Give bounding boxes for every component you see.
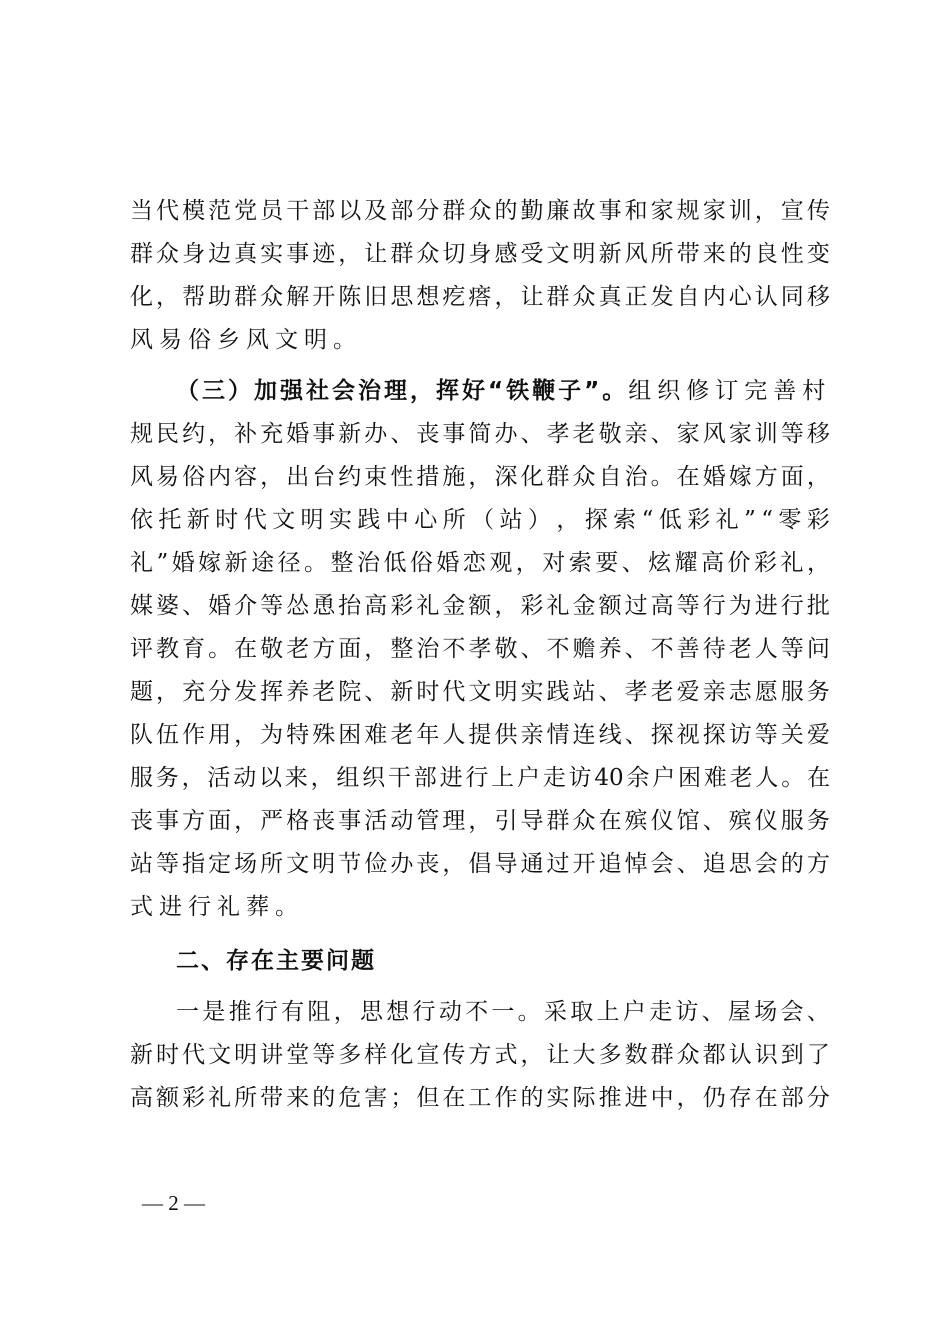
text-line: 站 等 指 定 场 所 文 明 节 俭 办 丧 ， 倡 导 通 过 开 追 悼 会 、 追 思 会 的 方 — [130, 851, 830, 877]
subheading-three: （三）加强社会治理，挥好“铁鞭子”。 — [176, 378, 629, 404]
text-run: 组织修订完善村 — [628, 378, 832, 404]
text-line: 评 教 育 。 在 敬 老 方 面 ， 整 治 不 孝 敬 、 不 赡 养 、 不 善 待 老 人 等 问 — [130, 636, 830, 662]
text-line: 规 民 约 ， 补 充 婚 事 新 办 、 丧 事 简 办 、 孝 老 敬 亲 、 家 风 家 训 等 移 — [130, 421, 830, 447]
text-line: 风 易 俗 内 容 ， 出 台 约 束 性 措 施 ， 深 化 群 众 自 治 。 在 婚 嫁 方 面 ， — [130, 464, 830, 490]
text-line: 群 众 身 边 真 实 事 迹 ， 让 群 众 切 身 感 受 文 明 新 风 所 带 来 的 良 性 变 — [130, 241, 830, 267]
text-line: 化 ， 帮 助 群 众 解 开 陈 旧 思 想 疙 瘩 ， 让 群 众 真 正 发 自 内 心 认 同 移 — [130, 284, 830, 310]
text-line: 题 ， 充 分 发 挥 养 老 院 、 新 时 代 文 明 实 践 站 、 孝 老 爱 亲 志 愿 服 务 — [130, 679, 830, 705]
page-number: — 2 — — [142, 1191, 205, 1215]
text-line: 队 伍 作 用 ， 为 特 殊 困 难 老 年 人 提 供 亲 情 连 线 、 探 视 探 访 等 关 爱 — [130, 722, 830, 748]
text-line: 丧 事 方 面 ， 严 格 丧 事 活 动 管 理 ， 引 导 群 众 在 殡 仪 馆 、 殡 仪 服 务 — [130, 808, 830, 834]
section-heading: 二、存在主要问题 — [176, 948, 376, 974]
text-line: 媒 婆 、 婚 介 等 怂 恿 抬 高 彩 礼 金 额 ， 彩 礼 金 额 过 高 等 行 为 进 行 批 — [130, 593, 830, 619]
text-line: 高 额 彩 礼 所 带 来 的 危 害 ； 但 在 工 作 的 实 际 推 进 中 ， 仍 存 在 部 分 — [130, 1085, 830, 1111]
text-line-with-subheading — [176, 370, 830, 412]
text-line: 服 务 ， 活 动 以 来 ， 组 织 干 部 进 行 上 户 走 访 40 余 户 困 难 老 人 。 在 — [130, 765, 830, 791]
text-line: 当 代 模 范 党 员 干 部 以 及 部 分 群 众 的 勤 廉 故 事 和 家 规 家 训 ， 宣 传 — [130, 198, 830, 224]
text-line: 风易俗乡风文明。 — [130, 327, 362, 353]
text-line: 新 时 代 文 明 讲 堂 等 多 样 化 宣 传 方 式 ， 让 大 多 数 群 众 都 认 识 到 了 — [130, 1042, 830, 1068]
text-line: 一 是 推 行 有 阻 ， 思 想 行 动 不 一 。 采 取 上 户 走 访 、 屋 场 会 、 — [176, 999, 830, 1025]
text-line: 依 托 新 时 代 文 明 实 践 中 心 所 （ 站 ） ， 探 索 “ 低 彩 礼 ” “ 零 彩 — [130, 507, 830, 533]
text-line: 礼 ” 婚 嫁 新 途 径 。 整 治 低 俗 婚 恋 观 ， 对 索 要 、 炫 耀 高 价 彩 礼 ， — [130, 550, 830, 576]
text-line: 式进行礼葬。 — [130, 894, 304, 920]
